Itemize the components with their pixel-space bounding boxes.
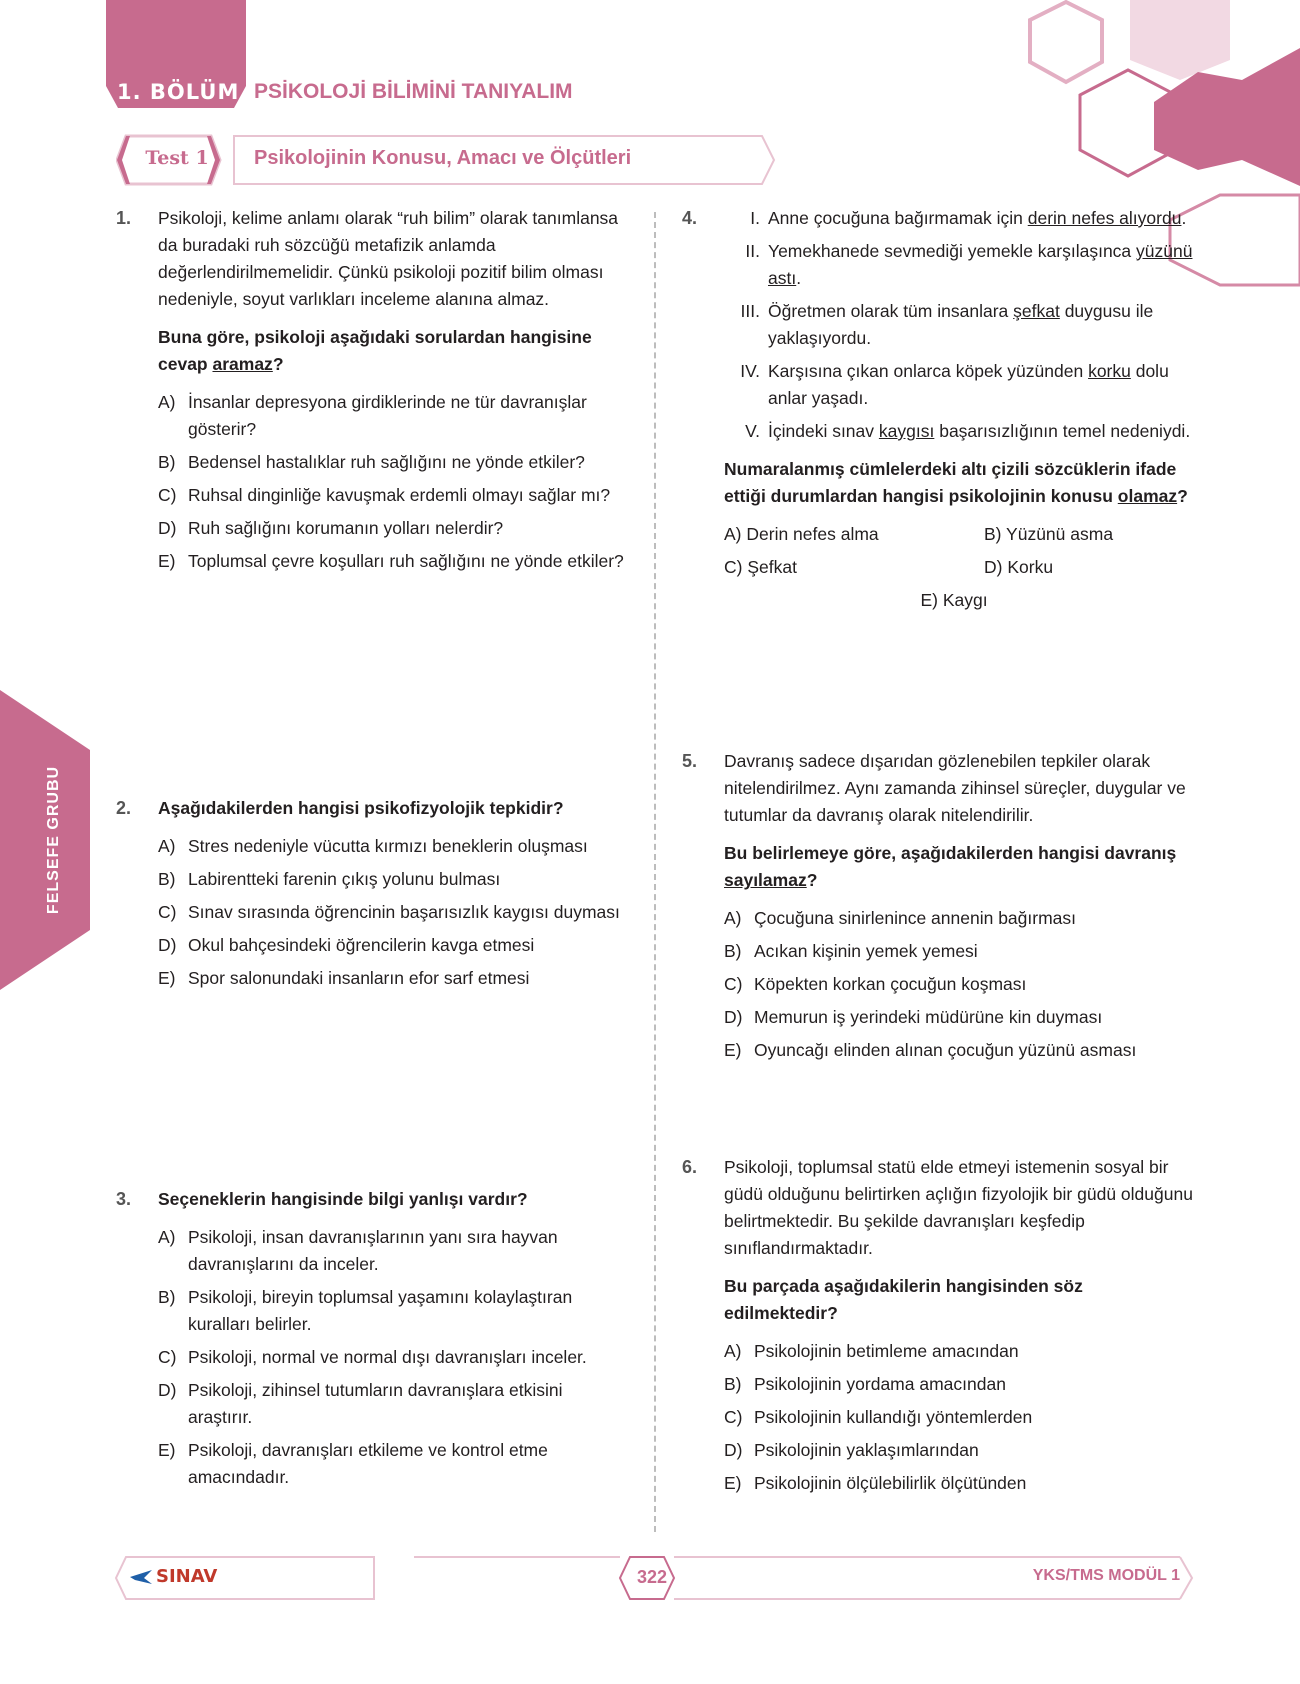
option-c[interactable]: C) Ruhsal dinginliğe kavuşmak erdemli olmayı sağlar mı? [158,485,611,505]
question-paragraph: Davranış sadece dışarıdan gözlenebilen tepkiler olarak nitelendirilmez. Aynı zamanda zihinsel süreçler, duygular ve tutumlar da davranış olarak nitelendirilir. [724,751,1186,825]
column-divider [654,212,656,1532]
brand-logo: SINAV [156,1566,218,1587]
question-stem: Seçeneklerin hangisinde bilgi yanlışı vardır? [158,1189,528,1209]
module-label: YKS/TMS MODÜL 1 [1032,1567,1180,1584]
option-a[interactable]: A) Derin nefes alma [724,524,879,544]
test-title: Psikolojinin Konusu, Amacı ve Ölçütleri [254,147,632,169]
test-label: Test 1 [145,147,209,169]
option-e[interactable]: E) Spor salonundaki insanların efor sarf etmesi [158,968,530,988]
option-a[interactable]: A) Psikolojinin betimleme amacından [724,1341,1019,1361]
option-b[interactable]: B) Labirentteki farenin çıkış yolunu bulması [158,869,501,889]
brand-bird-icon [129,1568,153,1586]
hexagon-outline [1030,2,1102,82]
question-stem: Aşağıdakilerden hangisi psikofizyolojik tepkidir? [158,798,564,818]
option-b[interactable]: B) Yüzünü asma [984,524,1114,544]
side-tab-label: FELSEFE GRUBU [45,765,62,915]
option-d[interactable]: D) Korku [984,557,1054,577]
option-d[interactable]: D) Psikolojinin yaklaşımlarından [724,1440,979,1460]
option-a[interactable]: A) Çocuğuna sinirlenince annenin bağırması [724,908,1077,928]
option-b[interactable]: B) Psikoloji, bireyin toplumsal yaşamını kolaylaştıran kuralları belirler. [158,1287,573,1334]
question-4 [682,205,1194,614]
options-grid [724,521,1194,614]
option-e[interactable]: E) Psikoloji, davranışları etkileme ve kontrol etme amacındadır. [158,1440,548,1487]
statement-1: I. Anne çocuğuna bağırmamak için derin nefes alıyordu. [750,208,1187,228]
option-e[interactable]: E) Kaygı [920,590,988,610]
question-stem: Buna göre, psikoloji aşağıdaki sorulardan hangisine cevap aramaz? [158,327,592,374]
option-c[interactable]: C) Psikolojinin kullandığı yöntemlerden [724,1407,1033,1427]
question-stem: Bu belirlemeye göre, aşağıdakilerden hangisi davranış sayılamaz? [724,843,1177,890]
statement-4: IV. Karşısına çıkan onlarca köpek yüzünden korku dolu anlar yaşadı. [740,361,1169,408]
question-2 [116,795,630,998]
question-number: 4. [682,208,698,228]
question-5 [682,748,1194,1070]
question-6 [682,1154,1194,1503]
chapter-label: 1. BÖLÜM [117,80,240,104]
option-c[interactable]: C) Köpekten korkan çocuğun koşması [724,974,1027,994]
option-e[interactable]: E) Oyuncağı elinden alınan çocuğun yüzünü asması [724,1040,1137,1060]
page-number: 322 [636,1567,668,1587]
option-a[interactable]: A) Stres nedeniyle vücutta kırmızı beneklerin oluşması [158,836,588,856]
option-a[interactable]: A) Psikoloji, insan davranışlarının yanı sıra hayvan davranışlarını da inceler. [158,1227,558,1274]
option-e[interactable]: E) Toplumsal çevre koşulları ruh sağlığını ne yönde etkiler? [158,551,624,571]
option-b[interactable]: B) Bedensel hastalıklar ruh sağlığını ne yönde etkiler? [158,452,585,472]
option-c[interactable]: C) Şefkat [724,557,797,577]
option-d[interactable]: D) Psikoloji, zihinsel tutumların davranışlara etkisini araştırır. [158,1380,563,1427]
question-number: 1. [116,208,132,228]
question-paragraph: Psikoloji, kelime anlamı olarak “ruh bilim” olarak tanımlansa da buradaki ruh sözcüğü metafizik anlamda değerlendirilmemelidir. Çünkü psikoloji pozitif bilim olması nedeniyle, soyut varlıkları inceleme alanına almaz. [158,208,619,309]
option-d[interactable]: D) Ruh sağlığını korumanın yolları nelerdir? [158,518,504,538]
statement-3: III. Öğretmen olarak tüm insanlara şefkat duygusu ile yaklaşıyordu. [740,301,1154,348]
question-stem: Bu parçada aşağıdakilerin hangisinden söz edilmektedir? [724,1276,1083,1323]
question-1 [116,205,630,581]
question-paragraph: Psikoloji, toplumsal statü elde etmeyi istemenin sosyal bir güdü olduğunu belirtirken açlığın fizyolojik bir güdü olduğunu belirtmektedir. Bu şekilde davranışları keşfedip sınıflandırmaktadır. [724,1157,1193,1258]
statement-5: V. İçindeki sınav kaygısı başarısızlığının temel nedeniydi. [745,421,1191,441]
option-a[interactable]: A) İnsanlar depresyona girdiklerinde ne tür davranışlar gösterir? [158,392,587,439]
option-d[interactable]: D) Memurun iş yerindeki müdürüne kin duyması [724,1007,1103,1027]
option-e[interactable]: E) Psikolojinin ölçülebilirlik ölçütünden [724,1473,1027,1493]
statement-2: II. Yemekhanede sevmediği yemekle karşılaşınca yüzünü astı. [745,241,1193,288]
question-number: 3. [116,1189,132,1209]
question-number: 6. [682,1157,698,1177]
option-b[interactable]: B) Acıkan kişinin yemek yemesi [724,941,978,961]
question-3 [116,1186,630,1497]
question-stem: Numaralanmış cümlelerdeki altı çizili sözcüklerin ifade ettiği durumlardan hangisi psikolojinin konusu olamaz? [724,459,1188,506]
option-c[interactable]: C) Psikoloji, normal ve normal dışı davranışları inceler. [158,1347,587,1367]
chapter-title: PSİKOLOJİ BİLİMİNİ TANIYALIM [254,80,573,103]
question-number: 2. [116,798,132,818]
option-d[interactable]: D) Okul bahçesindeki öğrencilerin kavga etmesi [158,935,535,955]
option-c[interactable]: C) Sınav sırasında öğrencinin başarısızlık kaygısı duyması [158,902,620,922]
option-b[interactable]: B) Psikolojinin yordama amacından [724,1374,1006,1394]
question-number: 5. [682,751,698,771]
